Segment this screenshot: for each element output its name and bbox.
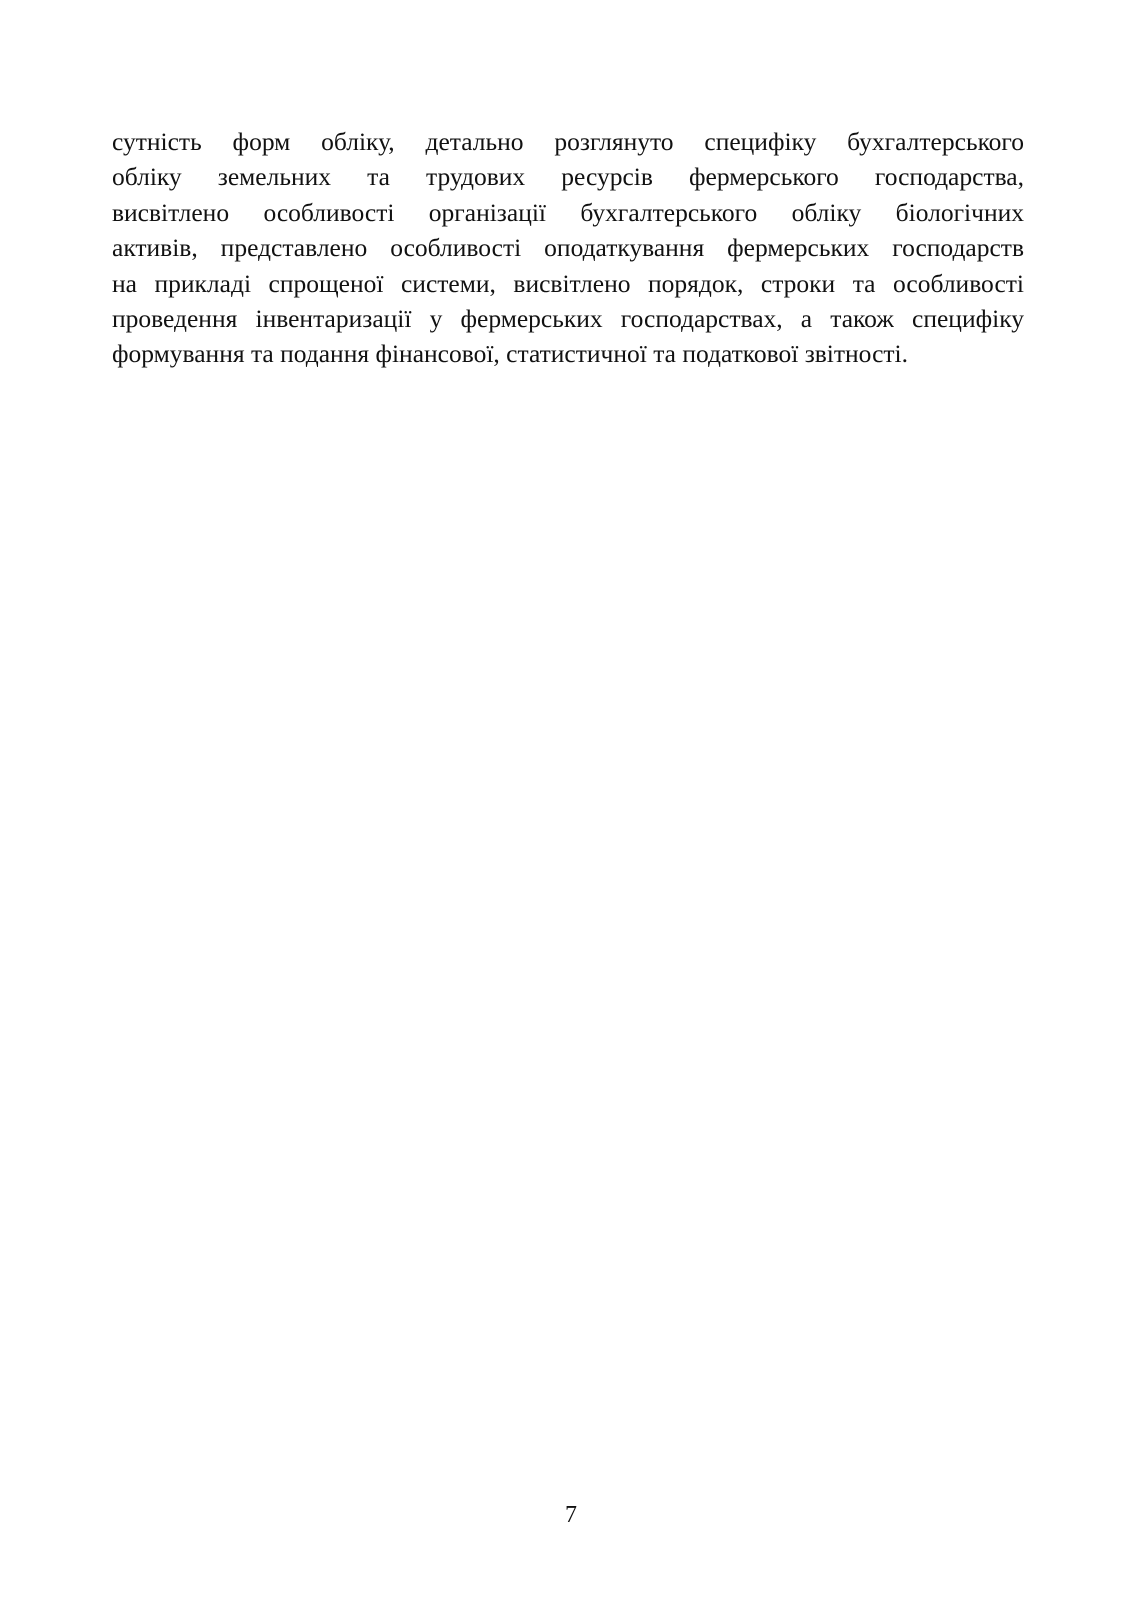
page-number: 7 — [565, 1502, 577, 1528]
paragraph-line: обліку земельних та трудових ресурсів фермерського господарства, — [112, 162, 1024, 192]
paragraph-line: проведення інвентаризації у фермерських господарствах, а також специфіку — [112, 304, 1024, 334]
paragraph-line: на прикладі спрощеної системи, висвітлено порядок, строки та особливості — [112, 268, 1024, 298]
body-paragraph — [112, 124, 1024, 372]
paragraph-line: формування та подання фінансової, статистичної та податкової звітності. — [112, 339, 908, 369]
paragraph-line: сутність форм обліку, детально розглянуто специфіку бухгалтерського — [112, 127, 1024, 156]
paragraph-line: активів, представлено особливості оподаткування фермерських господарств — [112, 233, 1024, 263]
paragraph-line: висвітлено особливості організації бухгалтерського обліку біологічних — [112, 197, 1024, 227]
